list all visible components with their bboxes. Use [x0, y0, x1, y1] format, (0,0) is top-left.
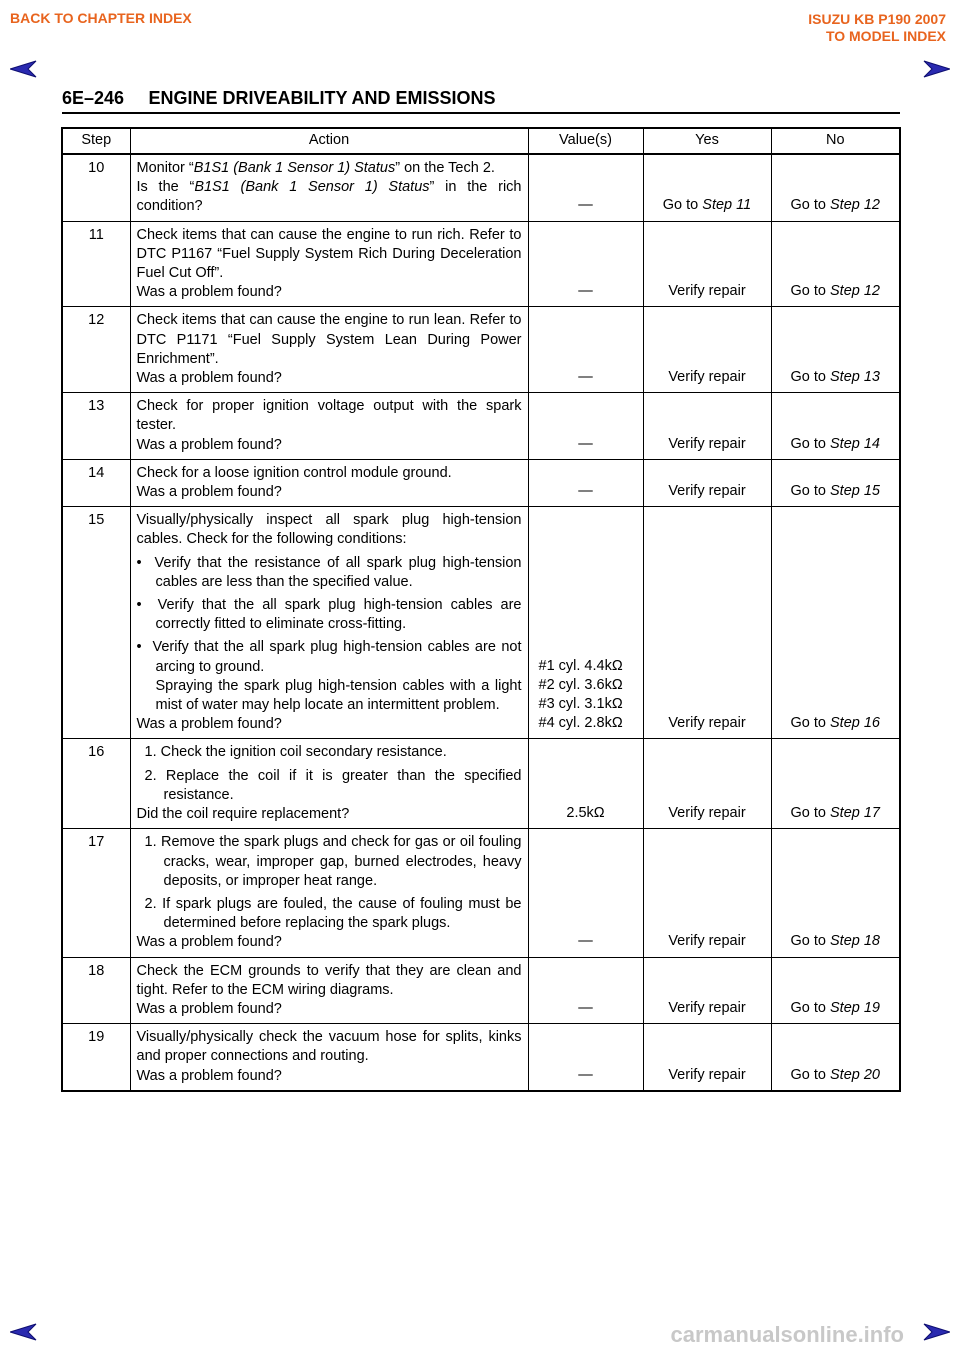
step-number: 12 — [62, 307, 130, 393]
action-text: Check for a loose ignition control module ground. Was a problem found? — [130, 459, 528, 506]
col-header-no: No — [771, 128, 900, 154]
table-row — [62, 307, 900, 393]
model-index-box — [808, 11, 946, 45]
yes-result: Verify repair — [643, 507, 771, 739]
no-result: Go to Step 14 — [771, 393, 900, 460]
yes-result: Verify repair — [643, 221, 771, 307]
action-text: Check items that can cause the engine to run rich. Refer to DTC P1167 “Fuel Supply System Rich During Deceleration Fuel Cut Off”. Was a problem found? — [130, 221, 528, 307]
value-cell: 2.5kΩ — [528, 739, 643, 829]
action-text: Check the ECM grounds to verify that they are clean and tight. Refer to the ECM wiring diagrams. Was a problem found? — [130, 957, 528, 1024]
table-row — [62, 957, 900, 1024]
table-header-row — [62, 128, 900, 154]
table-row — [62, 221, 900, 307]
diagnostic-table — [61, 127, 901, 1092]
yes-result: Verify repair — [643, 307, 771, 393]
value-cell: — — [528, 154, 643, 221]
to-model-index-link[interactable]: TO MODEL INDEX — [825, 28, 946, 44]
page-code: 6E–246 — [62, 88, 125, 108]
back-to-chapter-index-link[interactable]: BACK TO CHAPTER INDEX — [10, 10, 192, 26]
value-cell: — — [528, 307, 643, 393]
no-result: Go to Step 15 — [771, 459, 900, 506]
page-title: ENGINE DRIVEABILITY AND EMISSIONS — [148, 88, 496, 108]
no-result: Go to Step 12 — [771, 154, 900, 221]
no-result: Go to Step 19 — [771, 957, 900, 1024]
table-body — [62, 154, 900, 1091]
action-text: 1. Check the ignition coil secondary resistance. 2. Replace the coil if it is greater than the specified resistance. Did the coil require replacement? — [130, 739, 528, 829]
col-header-yes: Yes — [643, 128, 771, 154]
yes-result: Verify repair — [643, 739, 771, 829]
step-number: 11 — [62, 221, 130, 307]
value-cell — [528, 507, 643, 739]
value-cell: — — [528, 393, 643, 460]
value-line: #1 cyl. 4.4kΩ — [538, 657, 623, 674]
value-line: #4 cyl. 2.8kΩ — [538, 715, 623, 732]
table-row — [62, 829, 900, 957]
action-text: Check items that can cause the engine to run lean. Refer to DTC P1171 “Fuel Supply System Lean During Power Enrichment”. Was a problem found? — [130, 307, 528, 393]
table-row — [62, 154, 900, 221]
yes-result: Verify repair — [643, 1024, 771, 1091]
step-number: 15 — [62, 507, 130, 739]
page-header — [62, 88, 900, 114]
no-result: Go to Step 13 — [771, 307, 900, 393]
no-result: Go to Step 20 — [771, 1024, 900, 1091]
step-number: 13 — [62, 393, 130, 460]
col-header-step: Step — [62, 128, 130, 154]
value-cell: — — [528, 829, 643, 957]
value-line: #3 cyl. 3.1kΩ — [538, 696, 623, 713]
prev-page-arrow-bottom-icon[interactable] — [10, 1323, 38, 1341]
value-cell: — — [528, 1024, 643, 1091]
table-row — [62, 393, 900, 460]
no-result: Go to Step 18 — [771, 829, 900, 957]
footer-watermark: carmanualsonline.info — [670, 1322, 904, 1347]
col-header-action: Action — [130, 128, 528, 154]
value-cell: — — [528, 221, 643, 307]
yes-result: Go to Step 11 — [643, 154, 771, 221]
action-text: Check for proper ignition voltage output with the spark tester. Was a problem found? — [130, 393, 528, 460]
action-text: Monitor “B1S1 (Bank 1 Sensor 1) Status” on the Tech 2. Is the “B1S1 (Bank 1 Sensor 1) Status” in the rich condition? — [130, 154, 528, 221]
table-row — [62, 459, 900, 506]
step-number: 10 — [62, 154, 130, 221]
value-cell: — — [528, 957, 643, 1024]
step-number: 19 — [62, 1024, 130, 1091]
yes-result: Verify repair — [643, 459, 771, 506]
action-text: Visually/physically check the vacuum hose for splits, kinks and proper connections and routing. Was a problem found? — [130, 1024, 528, 1091]
no-result: Go to Step 16 — [771, 507, 900, 739]
yes-result: Verify repair — [643, 957, 771, 1024]
col-header-values: Value(s) — [528, 128, 643, 154]
action-text: Visually/physically inspect all spark plug high-tension cables. Check for the following conditions: • Verify that the resistance of all spark plug high-tension cables are less than the specified value. • Verify that the all spark plug high-tension cables are correctly fitted to eliminate cross-fitting. • Verify that the all spark plug high-tension cables are not arcing to ground. Spraying the spark plug high-tension cables with a light mist of water may help locate an intermittent problem. Was a problem found? — [130, 507, 528, 739]
model-title-link[interactable]: ISUZU KB P190 2007 — [808, 11, 946, 27]
step-number: 16 — [62, 739, 130, 829]
step-number: 14 — [62, 459, 130, 506]
step-number: 17 — [62, 829, 130, 957]
no-result: Go to Step 17 — [771, 739, 900, 829]
yes-result: Verify repair — [643, 393, 771, 460]
prev-page-arrow-icon[interactable] — [10, 60, 38, 78]
step-number: 18 — [62, 957, 130, 1024]
action-text: 1. Remove the spark plugs and check for gas or oil fouling cracks, wear, improper gap, burned electrodes, heavy deposits, or improper heat range. 2. If spark plugs are fouled, the cause of fouling must be determined before replacing the spark plugs. Was a problem found? — [130, 829, 528, 957]
next-page-arrow-bottom-icon[interactable] — [922, 1323, 950, 1341]
table-row — [62, 507, 900, 739]
table-row — [62, 739, 900, 829]
next-page-arrow-icon[interactable] — [922, 60, 950, 78]
value-cell: — — [528, 459, 643, 506]
yes-result: Verify repair — [643, 829, 771, 957]
no-result: Go to Step 12 — [771, 221, 900, 307]
table-row — [62, 1024, 900, 1091]
value-line: #2 cyl. 3.6kΩ — [538, 676, 623, 693]
